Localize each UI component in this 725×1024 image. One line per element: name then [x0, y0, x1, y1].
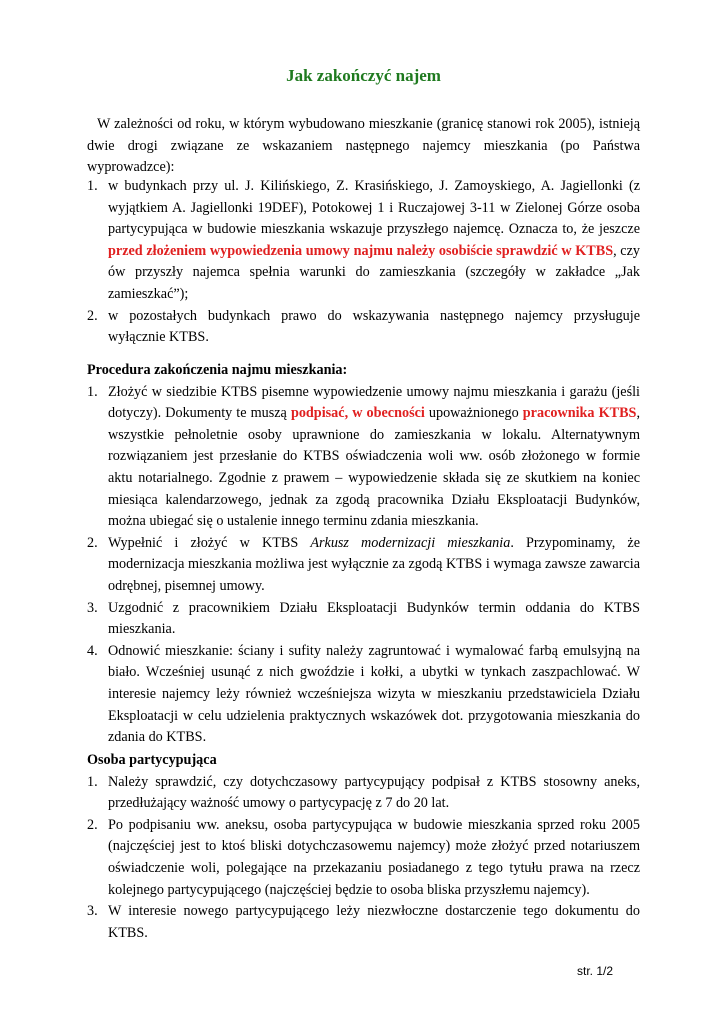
partner-list	[87, 772, 640, 945]
list-number: 1.	[87, 773, 98, 790]
page-title: Jak zakończyć najem	[286, 66, 441, 85]
highlight-separator: ,	[344, 405, 353, 422]
list-text: W interesie nowego partycypującego leży niezwłoczne dostarczenie tego dokumentu do KTBS.	[108, 903, 640, 941]
list-item	[87, 533, 640, 598]
page-number: str. 1/2	[577, 964, 614, 978]
list-item	[87, 598, 640, 641]
list-text: , wszystkie pełnoletnie osoby uprawnione do zamieszkania w lokalu. Alternatywnym rozwiązaniem jest przesłanie do KTBS oświadczenia woli ww. osób złożonego w formie aktu notarialnego. Zgodnie z prawem – wypowiedzenie składa się ze skutkiem na koniec miesiąca kalendarzowego, jednak za zgodą pracownika Działu Eksploatacji Budynków, można ubiegać się o ustalenie innego terminu zdania mieszkania.	[108, 405, 640, 530]
highlight-text: w obecności	[352, 405, 425, 422]
list-text: Odnowić mieszkanie: ściany i sufity należy zagruntować i wymalować farbą emulsyjną na biało. Wcześniej usunąć z nich gwoździe i kołki, a ubytki w tynkach zaszpachlować. W interesie najemcy leży również wcześniejsza wizyta w mieszkaniu przedstawiciela Działu Eksploatacji w celu udzielenia praktycznych wskazówek dot. przygotowania mieszkania do zdania do KTBS.	[108, 642, 640, 746]
section-heading: Procedura zakończenia najmu mieszkania:	[87, 362, 348, 378]
list-text: w budynkach przy ul. J. Kilińskiego, Z. Krasińskiego, J. Zamoyskiego, A. Jagiellonki (z wyjątkiem A. Jagiellonki 19DEF), Potokowej 1 i Ruczajowej 3-11 w Zielonej Górze osoba partycypująca w budowie mieszkania wskazuje przyszłego najemcę. Oznacza to, że jeszcze	[108, 178, 640, 238]
procedure-section	[87, 360, 640, 749]
list-text: . Przypominamy, że modernizacja mieszkania możliwa jest wyłącznie za zgodą KTBS i wymaga zawsze zawarcia odrębnej, pisemnej umowy.	[108, 534, 640, 594]
list-number: 2.	[87, 534, 98, 551]
intro-paragraph: W zależności od roku, w którym wybudowano mieszkanie (granicę stanowi rok 2005), istnieją dwie drogi związane ze wskazaniem następnego najemcy mieszkania (po Państwa wyprowadzce):	[87, 116, 640, 176]
list-text: Po podpisaniu ww. aneksu, osoba partycypująca w budowie mieszkania sprzed roku 2005 (najczęściej jest to ktoś bliski dotychczasowemu najemcy) może złożyć przed notariuszem oświadczenie woli, polegające na przekazaniu posiadanego z tego tytułu prawa na rzecz kolejnego partycypującego (najczęściej będzie to osoba bliska przyszłemu najemcy).	[108, 816, 640, 898]
list-text: , czy ów przyszły najemca spełnia warunki do zamieszkania (szczegóły w zakładce „Jak zamieszkać”);	[108, 242, 640, 302]
section-heading: Osoba partycypująca	[87, 752, 217, 768]
list-text: Należy sprawdzić, czy dotychczasowy partycypujący podpisał z KTBS stosowny aneks, przedłużający ważność umowy o partycypację z 7 do 20 lat.	[108, 773, 640, 812]
highlight-text: pracownika KTBS	[522, 405, 637, 422]
list-number: 2.	[87, 307, 98, 324]
list-number: 2.	[87, 816, 98, 833]
list-text: Uzgodnić z pracownikiem Działu Eksploatacji Budynków termin oddania do KTBS mieszkania.	[108, 599, 640, 638]
list-item	[87, 176, 640, 306]
partner-section	[87, 750, 640, 944]
list-item	[87, 306, 640, 349]
list-item	[87, 772, 640, 815]
list-item	[87, 901, 640, 944]
list-text: upoważnionego	[424, 405, 523, 422]
list-item	[87, 641, 640, 749]
list-number: 1.	[87, 383, 98, 400]
list-number: 1.	[87, 178, 98, 194]
highlight-text: przed złożeniem wypowiedzenia umowy najmu należy osobiście sprawdzić w KTBS	[108, 242, 614, 259]
intro-list	[87, 176, 640, 349]
list-text: w pozostałych budynkach prawo do wskazywania następnego najemcy przysługuje wyłącznie KTBS.	[108, 307, 640, 346]
list-item	[87, 815, 640, 901]
procedure-list	[87, 382, 640, 749]
list-item	[87, 382, 640, 533]
list-text: Złożyć w siedzibie KTBS pisemne wypowiedzenie umowy najmu mieszkania i garażu (jeśli dotyczy). Dokumenty te muszą	[108, 383, 640, 422]
list-number: 4.	[87, 642, 98, 659]
highlight-text: podpisać	[290, 405, 345, 422]
italic-text: Arkusz modernizacji mieszkania	[310, 534, 511, 551]
list-number: 3.	[87, 599, 98, 616]
list-number: 3.	[87, 903, 98, 920]
list-text: Wypełnić i złożyć w KTBS	[108, 534, 311, 551]
